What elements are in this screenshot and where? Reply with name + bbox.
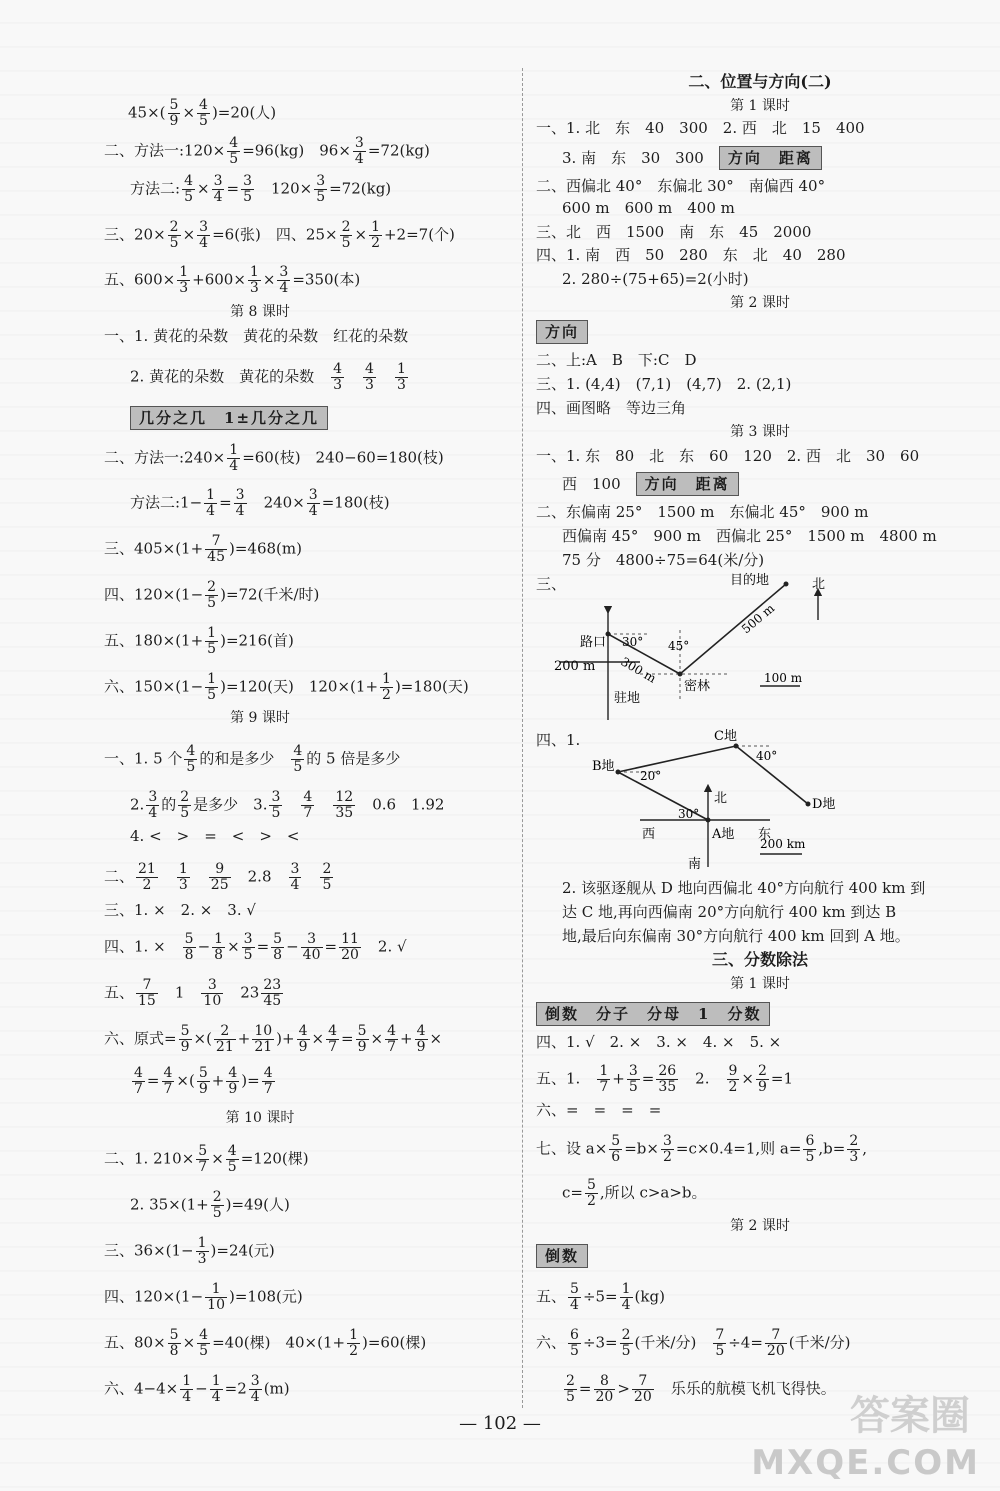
line: 一、1. 北 东 40 300 2. 西 北 15 400 xyxy=(536,119,865,137)
section-title: 二、位置与方向(二) xyxy=(688,72,832,91)
map-label: 东 xyxy=(758,827,772,842)
lesson-heading: 第 3 课时 xyxy=(730,424,790,440)
line: 方法二:1− $\frac{1}{4}$ = $\frac{3}{4}$ 240× $\frac{3}{4}$ =180(枝) xyxy=(130,487,390,519)
map-label: 30° xyxy=(622,635,644,649)
section-title: 三、分数除法 xyxy=(711,950,808,969)
point xyxy=(606,632,611,637)
line: 四、画图略 等边三角 xyxy=(536,399,687,417)
highlight-box: 方向 距离 xyxy=(719,146,822,170)
line: 2. 35×(1+ $\frac{2}{5}$ )=49(人) xyxy=(130,1189,290,1221)
path-segment xyxy=(680,584,786,674)
line: 五、180×(1+ $\frac{1}{5}$ )=216(首) xyxy=(104,625,294,657)
line xyxy=(536,1244,588,1268)
line: 45×( $\frac{5}{9}$ × $\frac{4}{5}$ )=20(人) xyxy=(128,97,277,129)
line: 五、 $\frac{7}{15}$ 1 $\frac{3}{10}$ 23 $\frac{23}{45}$ xyxy=(104,977,282,1009)
line: 七、设 a× $\frac{5}{6}$ =b× $\frac{3}{2}$ =c×0.4=1,则 a= $\frac{6}{5}$ ,b= $\frac{2}{3}$ , xyxy=(536,1133,868,1165)
highlight-box: 几分之几 1±几分之几 xyxy=(130,406,328,430)
line: 六、 $\frac{6}{5}$ ÷3= $\frac{2}{5}$ (千米/分) $\frac{7}{5}$ ÷4= $\frac{7}{20}$ (千米/分) xyxy=(536,1327,851,1359)
line: 二、 $\frac{21}{2}$ $\frac{1}{3}$ $\frac{9}{25}$ 2.8 $\frac{3}{4}$ $\frac{2}{5}$ xyxy=(104,861,332,893)
line: 4. < > = < > < xyxy=(130,827,300,845)
highlight-box: 倒数 xyxy=(536,1244,588,1268)
lesson-heading: 第 1 课时 xyxy=(730,976,790,992)
line: 四、120×(1− $\frac{1}{10}$ )=108(元) xyxy=(104,1281,303,1313)
line: 五、600× $\frac{1}{3}$ +600× $\frac{1}{3}$ × $\frac{3}{4}$ =350(本) xyxy=(104,264,361,296)
line: 四、1. √ 2. × 3. × 4. × 5. × xyxy=(536,1033,782,1051)
line: 五、 $\frac{5}{4}$ ÷5= $\frac{1}{4}$ (kg) xyxy=(536,1281,665,1313)
line: $\frac{4}{7}$ = $\frac{4}{7}$ ×( $\frac{5}{9}$ + $\frac{4}{9}$ )= $\frac{4}{7}$ xyxy=(134,1065,273,1097)
line: 三、20× $\frac{2}{5}$ × $\frac{3}{4}$ =6(张) 四、25× $\frac{2}{5}$ × $\frac{1}{2}$ +2=7(个) xyxy=(104,219,455,251)
highlight-box: 方向 xyxy=(536,320,588,344)
line: 75 分 4800÷75=64(米/分) xyxy=(562,551,765,569)
line: 六、原式= $\frac{5}{9}$ ×( $\frac{2}{21}$ + $\frac{10}{21}$ )+ $\frac{4}{9}$ × $\frac{4}{7}$ = $\frac{5}{9}$ × $\frac{4}{7}$ + $\frac{4}{9}$ × xyxy=(104,1023,443,1055)
fraction: $\frac{4}{5}$ xyxy=(199,97,208,129)
line: 四、1. × $\frac{5}{8}$ − $\frac{1}{8}$ × $\frac{3}{5}$ = $\frac{5}{8}$ − $\frac{3}{40}$ = $\frac{11}{20}$ 2. √ xyxy=(104,931,407,963)
map-label: 目的地 xyxy=(730,573,770,588)
line: 五、1. $\frac{1}{7}$ + $\frac{3}{5}$ = $\frac{26}{35}$ 2. $\frac{9}{2}$ × $\frac{2}{9}$ =1 xyxy=(536,1063,794,1095)
line: 西 100 方向 距离 xyxy=(562,472,739,496)
map-label: 100 m xyxy=(764,671,803,685)
route-map-1 xyxy=(550,570,850,725)
line: 三、1. (4,4) (7,1) (4,7) 2. (2,1) xyxy=(536,375,792,393)
map-label: 驻地 xyxy=(614,691,641,706)
map-label: 20° xyxy=(640,769,662,783)
point xyxy=(706,818,711,823)
map-label: 300 m xyxy=(618,654,659,686)
line: 四、1. 南 西 50 280 东 北 40 280 xyxy=(536,246,846,264)
map-label: 45° xyxy=(668,639,690,653)
line: 六、= = = = xyxy=(536,1101,662,1119)
line: 3. 南 东 30 300 方向 距离 xyxy=(562,146,822,170)
point xyxy=(784,582,789,587)
line: 2. 该驱逐舰从 D 地向西偏北 40°方向航行 400 km 到 xyxy=(562,879,926,897)
watermark: MXQE.COM xyxy=(751,1443,980,1483)
line: 二、方法一:120× $\frac{4}{5}$ =96(kg) 96× $\frac{3}{4}$ =72(kg) xyxy=(104,135,430,167)
line: 二、西偏北 40° 东偏北 30° 南偏西 40° xyxy=(536,177,826,195)
line xyxy=(536,320,588,344)
map-label: 北 xyxy=(812,577,826,592)
point xyxy=(616,770,621,775)
line: 五、80× $\frac{5}{8}$ × $\frac{4}{5}$ =40(棵) 40×(1+ $\frac{1}{2}$ )=60(棵) xyxy=(104,1327,427,1359)
line: 600 m 600 m 400 m xyxy=(562,199,735,217)
map-label: 北 xyxy=(714,791,728,806)
highlight-box: 倒数 分子 分母 1 分数 xyxy=(536,1002,770,1026)
lesson-heading: 第 9 课时 xyxy=(230,710,290,726)
lesson-heading: 第 2 课时 xyxy=(730,295,790,311)
line: 三、36×(1− $\frac{1}{3}$ )=24(元) xyxy=(104,1235,275,1267)
lesson-heading: 第 2 课时 xyxy=(730,1218,790,1234)
point xyxy=(734,744,739,749)
map-label: 路口 xyxy=(580,635,607,650)
line: 地,最后向东偏南 30°方向航行 400 km 回到 A 地。 xyxy=(562,927,910,945)
line: 三、1. × 2. × 3. √ xyxy=(104,901,256,919)
line: 六、4−4× $\frac{1}{4}$ − $\frac{1}{4}$ =2 $\frac{3}{4}$ (m) xyxy=(104,1373,290,1405)
watermark-logo: 答案圈 xyxy=(850,1393,970,1439)
line xyxy=(130,406,328,430)
line: 方法二: $\frac{4}{5}$ × $\frac{3}{4}$ = $\frac{3}{5}$ 120× $\frac{3}{5}$ =72(kg) xyxy=(130,173,392,205)
line: 2. 280÷(75+65)=2(小时) xyxy=(562,270,749,288)
map-label: 密林 xyxy=(684,679,711,694)
line: 2. $\frac{3}{4}$ 的 $\frac{2}{5}$ 是多少 3. $\frac{3}{5}$ $\frac{4}{7}$ $\frac{12}{35}$ 0.6 1.92 xyxy=(130,789,445,821)
line: 二、上:A B 下:C D xyxy=(536,351,697,369)
line: 三、 xyxy=(536,575,567,593)
line: 二、东偏南 25° 1500 m 东偏北 45° 900 m xyxy=(536,503,869,521)
line: c= $\frac{5}{2}$ ,所以 c>a>b。 xyxy=(562,1177,707,1209)
line xyxy=(536,1002,770,1026)
map-label: B地 xyxy=(592,759,615,774)
map-label: 200 km xyxy=(760,837,806,851)
line: 四、1. xyxy=(536,731,581,749)
highlight-box: 方向 距离 xyxy=(636,472,739,496)
route-map-2 xyxy=(570,722,870,872)
map-label: 200 m xyxy=(554,659,596,674)
line: 三、北 西 1500 南 东 45 2000 xyxy=(536,223,812,241)
column-divider xyxy=(522,68,523,1408)
line: 一、1. 东 80 北 东 60 120 2. 西 北 30 60 xyxy=(536,447,920,465)
map-label: 40° xyxy=(756,749,778,763)
line: 二、方法一:240× $\frac{1}{4}$ =60(枝) 240−60=180(枝) xyxy=(104,442,444,474)
line: 一、1. 5 个 $\frac{4}{5}$ 的和是多少 $\frac{4}{5}$ 的 5 倍是多少 xyxy=(104,743,401,775)
map-label: A地 xyxy=(712,827,735,842)
map-label: D地 xyxy=(812,797,836,812)
line: 六、150×(1− $\frac{1}{5}$ )=120(天) 120×(1+ $\frac{1}{2}$ )=180(天) xyxy=(104,671,469,703)
page-number: — 102 — xyxy=(459,1413,541,1434)
map-label: 30° xyxy=(678,807,700,821)
map-label: C地 xyxy=(714,729,737,744)
fraction: $\frac{5}{9}$ xyxy=(169,97,179,129)
lesson-heading: 第 1 课时 xyxy=(730,98,790,114)
lesson-heading: 第 8 课时 xyxy=(230,304,290,320)
line: 2. 黄花的朵数 黄花的朵数 $\frac{4}{3}$ $\frac{4}{3}$ $\frac{1}{3}$ xyxy=(130,361,406,393)
line: 二、1. 210× $\frac{5}{7}$ × $\frac{4}{5}$ =120(棵) xyxy=(104,1143,309,1175)
lesson-heading: 第 10 课时 xyxy=(225,1110,295,1126)
point xyxy=(806,802,811,807)
line: 四、120×(1− $\frac{2}{5}$ )=72(千米/时) xyxy=(104,579,320,611)
line: 一、1. 黄花的朵数 黄花的朵数 红花的朵数 xyxy=(104,327,409,345)
map-label: 南 xyxy=(688,857,702,872)
path-segment xyxy=(618,746,736,772)
map-label: 500 m xyxy=(738,601,778,637)
point xyxy=(678,672,683,677)
line: $\frac{2}{5}$ = $\frac{8}{20}$ > $\frac{7}{20}$ 乐乐的航模飞机飞得快。 xyxy=(566,1373,836,1405)
line: 西偏南 45° 900 m 西偏北 25° 1500 m 4800 m xyxy=(562,527,937,545)
line: 三、405×(1+ $\frac{7}{45}$ )=468(m) xyxy=(104,533,302,565)
map-label: 西 xyxy=(642,827,656,842)
line: 达 C 地,再向西偏南 20°方向航行 400 km 到达 B xyxy=(562,903,897,921)
